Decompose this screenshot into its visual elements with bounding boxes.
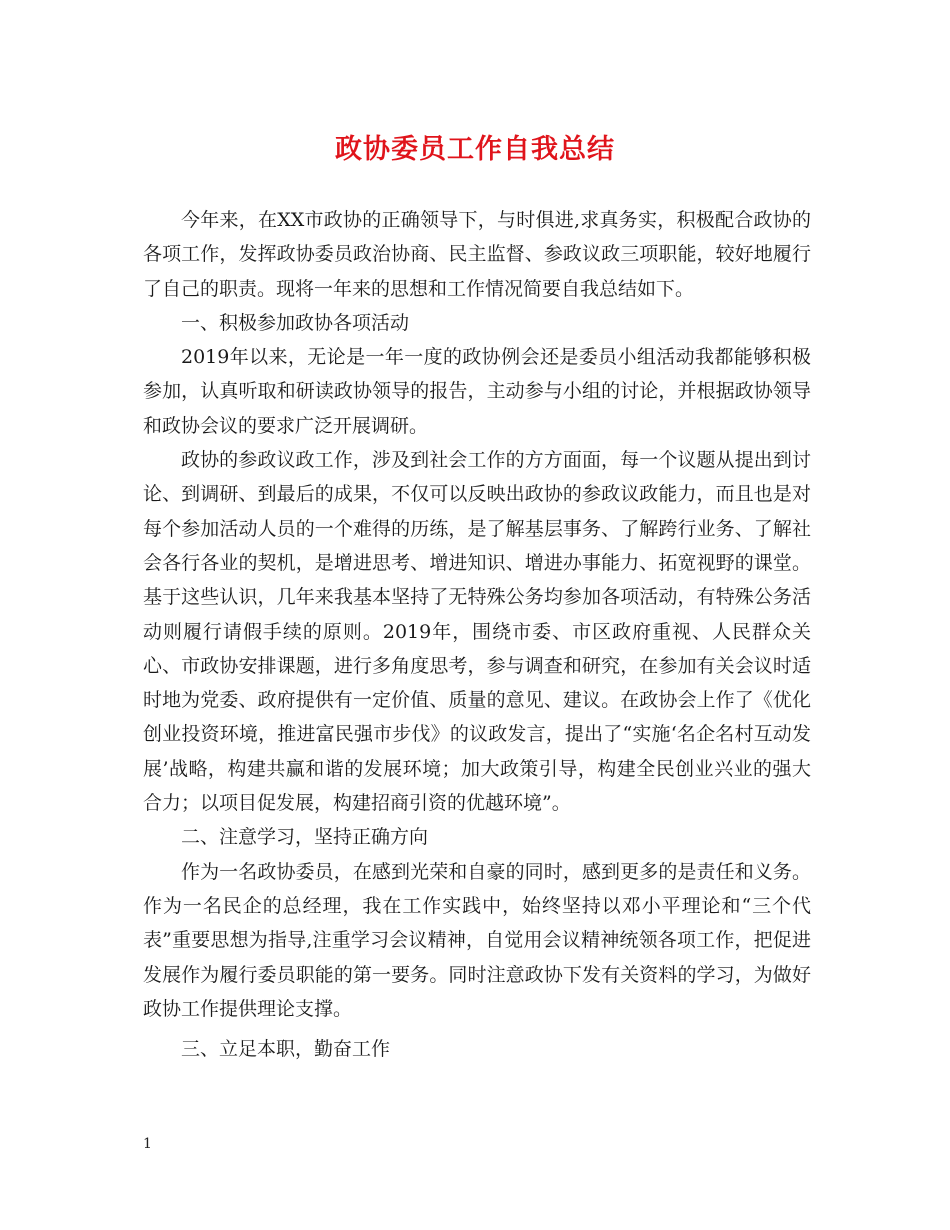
page-number: 1 bbox=[143, 1136, 152, 1152]
paragraph-study: 作为一名政协委员，在感到光荣和自豪的同时，感到更多的是责任和义务。作为一名民企的总经理，我在工作实践中，始终坚持以邓小平理论和“三个代表”重要思想为指导,注重学习会议精神，自觉用会议精神统领各项工作，把促进发展作为履行委员职能的第一要务。同时注意政协下发有关资料的学习，为做好政协工作提供理论支撑。 bbox=[143, 860, 811, 1020]
section-heading-3: 三、立足本职，勤奋工作 bbox=[181, 1038, 391, 1061]
paragraph-intro: 今年来，在XX市政协的正确领导下，与时俱进,求真务实，积极配合政协的各项工作，发挥政协委员政治协商、民主监督、参政议政三项职能，较好地履行了自己的职责。现将一年来的思想和工作情况简要自我总结如下。 bbox=[143, 209, 811, 300]
section-heading-1: 一、积极参加政协各项活动 bbox=[181, 311, 410, 334]
page-title: 政协委员工作自我总结 bbox=[335, 134, 615, 165]
document-body bbox=[143, 203, 811, 1066]
paragraph-participation: 政协的参政议政工作，涉及到社会工作的方方面面，每一个议题从提出到讨论、到调研、到最后的成果，不仅可以反映出政协的参政议政能力，而且也是对每个参加活动人员的一个难得的历练，是了解基层事务、了解跨行业务、了解社会各行各业的契机，是增进思考、增进知识、增进办事能力、拓宽视野的课堂。基于这些认识，几年来我基本坚持了无特殊公务均参加各项活动，有特殊公务活动则履行请假手续的原则。2019年，围绕市委、市区政府重视、人民群众关心、市政协安排课题，进行多角度思考，参与调查和研究，在参加有关会议时适时地为党委、政府提供有一定价值、质量的意见、建议。在政协会上作了《优化创业投资环境，推进富民强市步伐》的议政发言，提出了“实施‘名企名村互动发展’战略，构建共赢和谐的发展环境；加大政策引导，构建全民创业兴业的强大合力；以项目促发展，构建招商引资的优越环境”。 bbox=[143, 449, 811, 815]
paragraph-activities: 2019年以来，无论是一年一度的政协例会还是委员小组活动我都能够积极参加，认真听取和研读政协领导的报告，主动参与小组的讨论，并根据政协领导和政协会议的要求广泛开展调研。 bbox=[143, 346, 811, 437]
section-heading-2: 二、注意学习，坚持正确方向 bbox=[181, 826, 429, 849]
